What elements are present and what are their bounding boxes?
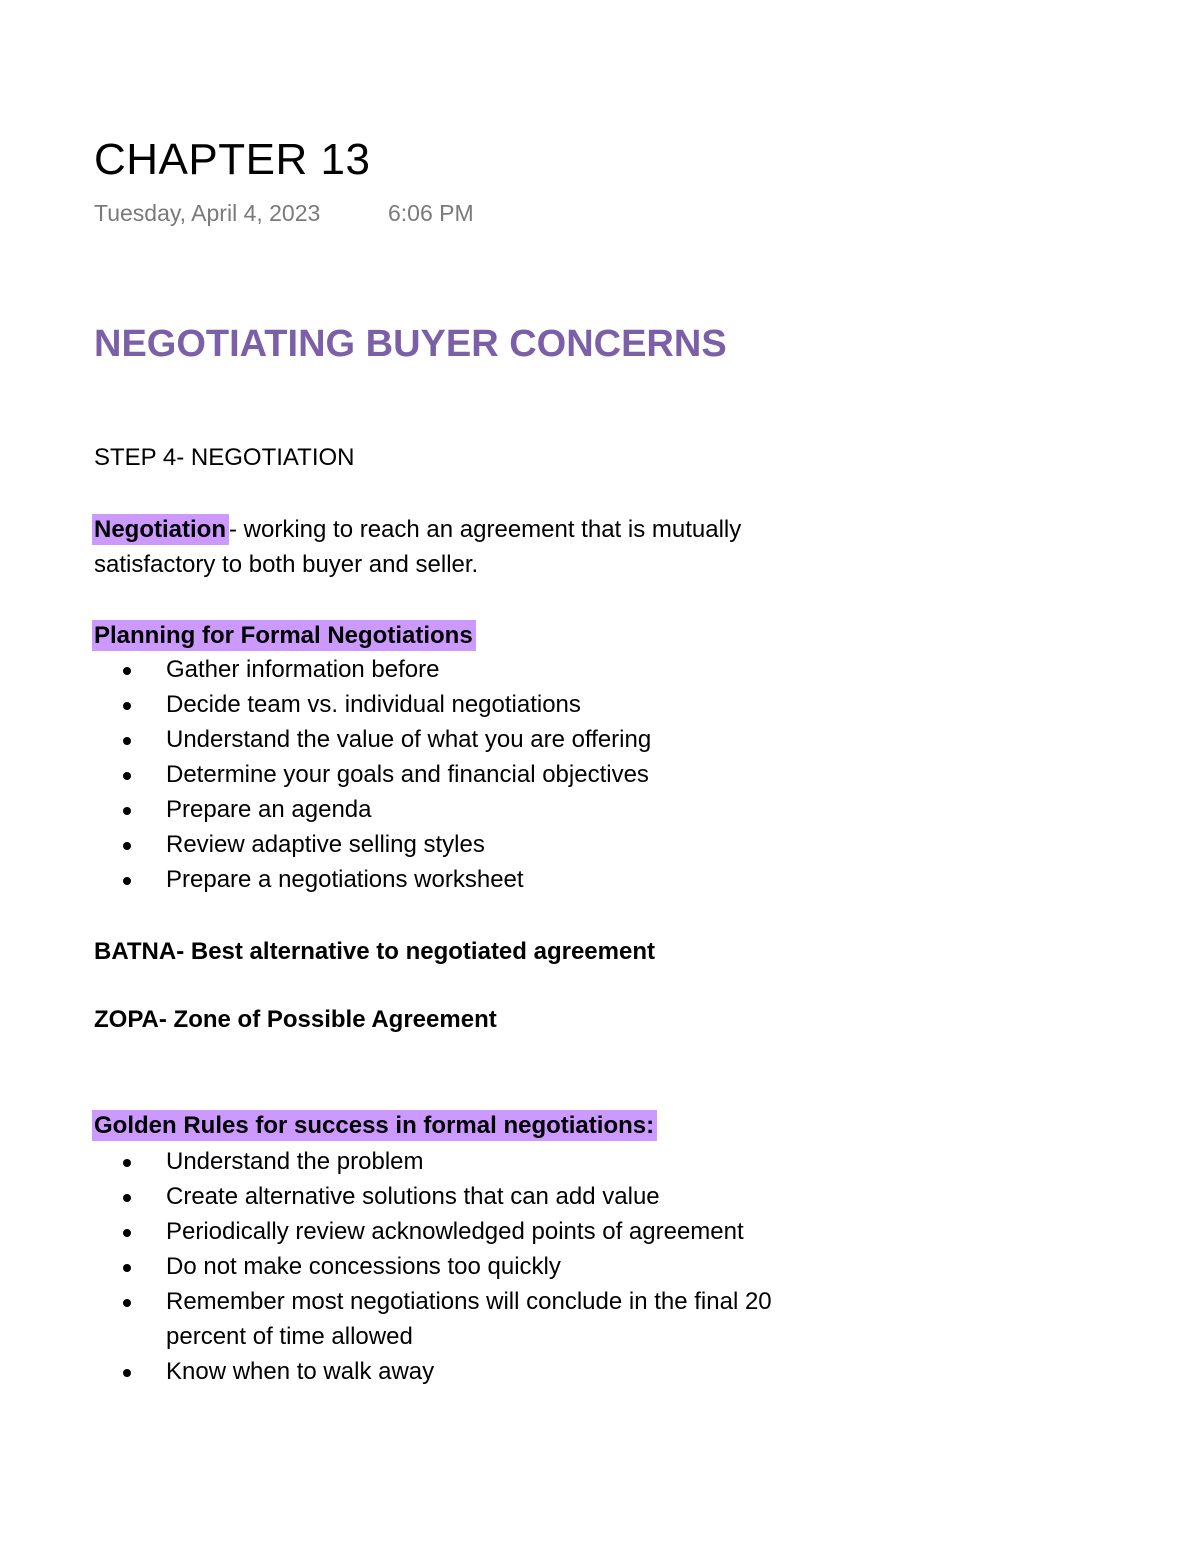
- bullet-icon: [123, 1159, 131, 1167]
- negotiation-definition: [94, 512, 741, 547]
- list-item: Know when to walk away: [120, 1354, 772, 1389]
- list-item: Gather information before: [120, 652, 651, 687]
- bullet-icon: [123, 737, 131, 745]
- page-title: CHAPTER 13: [94, 135, 371, 184]
- list-item: Create alternative solutions that can add value: [120, 1179, 772, 1214]
- list-item: Understand the value of what you are offering: [120, 722, 651, 757]
- list-item: Prepare a negotiations worksheet: [120, 862, 651, 897]
- list-item: Understand the problem: [120, 1144, 772, 1179]
- list-item: Determine your goals and financial objectives: [120, 757, 651, 792]
- planning-heading: Planning for Formal Negotiations: [92, 620, 476, 651]
- golden-rules-heading: Golden Rules for success in formal negotiations:: [92, 1110, 657, 1141]
- list-item-continuation: percent of time allowed: [166, 1323, 413, 1350]
- page-time: 6:06 PM: [388, 200, 474, 226]
- step-label: STEP 4- NEGOTIATION: [94, 444, 355, 471]
- golden-rules-list: [120, 1144, 772, 1389]
- negotiation-definition-line1: - working to reach an agreement that is mutually: [229, 516, 742, 543]
- negotiation-definition-line2: satisfactory to both buyer and seller.: [94, 551, 479, 578]
- list-item: Decide team vs. individual negotiations: [120, 687, 651, 722]
- planning-list: [120, 652, 651, 897]
- bullet-icon: [123, 702, 131, 710]
- list-item: Periodically review acknowledged points of agreement: [120, 1214, 772, 1249]
- list-item: Do not make concessions too quickly: [120, 1249, 772, 1284]
- list-item: Prepare an agenda: [120, 792, 651, 827]
- bullet-icon: [123, 1229, 131, 1237]
- bullet-icon: [123, 772, 131, 780]
- bullet-icon: [123, 807, 131, 815]
- bullet-icon: [123, 667, 131, 675]
- bullet-icon: [123, 1369, 131, 1377]
- negotiation-term: Negotiation: [92, 514, 229, 545]
- page-date: Tuesday, April 4, 2023: [94, 200, 321, 226]
- batna-definition: BATNA- Best alternative to negotiated agreement: [94, 938, 655, 965]
- bullet-icon: [123, 1299, 131, 1307]
- list-item: Review adaptive selling styles: [120, 827, 651, 862]
- planning-heading-row: [94, 618, 476, 653]
- list-item: Remember most negotiations will conclude in the final 20: [120, 1284, 772, 1319]
- golden-heading-row: [94, 1108, 657, 1143]
- zopa-definition: ZOPA- Zone of Possible Agreement: [94, 1006, 497, 1033]
- bullet-icon: [123, 1194, 131, 1202]
- bullet-icon: [123, 842, 131, 850]
- section-heading: NEGOTIATING BUYER CONCERNS: [94, 323, 727, 365]
- bullet-icon: [123, 877, 131, 885]
- bullet-icon: [123, 1264, 131, 1272]
